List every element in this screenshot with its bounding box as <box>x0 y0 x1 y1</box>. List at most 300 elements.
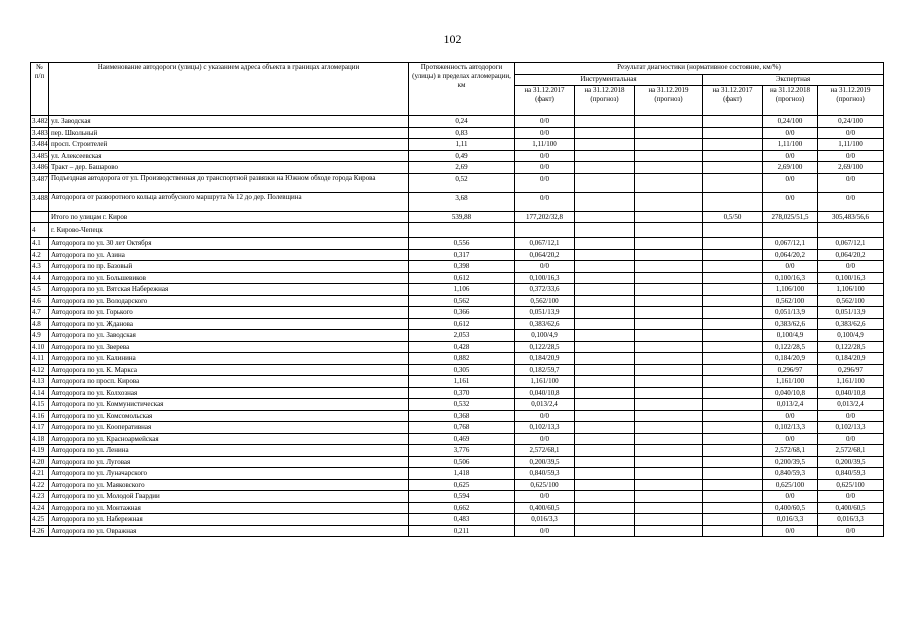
diag-value: 0/0 <box>763 410 818 422</box>
row-number: 4.17 <box>31 422 49 434</box>
diag-value: 0,067/12,1 <box>818 238 884 250</box>
diag-value <box>575 341 635 353</box>
diag-value: 0/0 <box>515 173 575 192</box>
diag-value <box>635 307 703 319</box>
road-name: ул. Заводская <box>49 116 409 128</box>
diag-value: 0,625/100 <box>818 479 884 491</box>
diag-value <box>703 399 763 411</box>
header-col-instr-2017: на 31.12.2017 (факт) <box>515 86 575 116</box>
row-number: 4.8 <box>31 318 49 330</box>
table-row <box>31 150 884 162</box>
diag-value: 0,200/39,5 <box>515 456 575 468</box>
table-row <box>31 387 884 399</box>
diag-value: 2,69/100 <box>763 162 818 174</box>
diag-value: 0,064/20,2 <box>515 249 575 261</box>
diag-value: 0/0 <box>515 525 575 537</box>
table-row <box>31 468 884 480</box>
table-row <box>31 318 884 330</box>
diag-value: 0/0 <box>818 150 884 162</box>
diag-value <box>703 192 763 211</box>
diag-value <box>635 127 703 139</box>
diag-value: 0,102/13,3 <box>818 422 884 434</box>
diag-value: 2,69/100 <box>818 162 884 174</box>
diag-value: 0,102/13,3 <box>515 422 575 434</box>
road-name: просп. Строителей <box>49 139 409 151</box>
diag-value: 0,067/12,1 <box>515 238 575 250</box>
row-number: 4.1 <box>31 238 49 250</box>
diag-value: 0,24/100 <box>763 116 818 128</box>
diag-value <box>575 422 635 434</box>
diag-value <box>703 376 763 388</box>
table-row <box>31 514 884 526</box>
diag-value: 0/0 <box>818 127 884 139</box>
road-length: 0,83 <box>409 127 515 139</box>
diag-value: 0/0 <box>763 433 818 445</box>
diag-value: 0/0 <box>763 192 818 211</box>
row-number: 4.25 <box>31 514 49 526</box>
diag-value: 1,11/100 <box>763 139 818 151</box>
road-length: 0,211 <box>409 525 515 537</box>
diag-value <box>703 150 763 162</box>
row-number: 3.484 <box>32 140 48 148</box>
road-length: 0,305 <box>409 364 515 376</box>
diag-value <box>635 116 703 128</box>
row-number: 4 <box>31 223 49 238</box>
table-row <box>31 238 884 250</box>
table-row <box>31 211 884 223</box>
diag-value: 0/0 <box>763 491 818 503</box>
diag-value <box>575 479 635 491</box>
road-name: Автодорога по ул. Горького <box>49 307 409 319</box>
diag-value: 2,572/68,1 <box>818 445 884 457</box>
road-name: Автодорога по ул. Овражная <box>49 525 409 537</box>
diag-value: 0,184/20,9 <box>515 353 575 365</box>
diag-value <box>635 150 703 162</box>
diag-value <box>703 330 763 342</box>
road-name: Автодорога по ул. Коммунистическая <box>49 399 409 411</box>
row-number: 4.7 <box>31 307 49 319</box>
diag-value <box>635 284 703 296</box>
row-number: 4.16 <box>31 410 49 422</box>
road-length: 0,483 <box>409 514 515 526</box>
row-number: 4.2 <box>31 249 49 261</box>
row-number: 4.14 <box>31 387 49 399</box>
table-row <box>31 272 884 284</box>
diag-value: 1,11/100 <box>818 139 884 151</box>
diag-value: 0,013/2,4 <box>763 399 818 411</box>
diag-value <box>635 387 703 399</box>
diag-value: 0,040/10,8 <box>763 387 818 399</box>
diag-value <box>703 468 763 480</box>
diag-value <box>703 364 763 376</box>
row-number: 3.486 <box>32 163 48 171</box>
diag-value: 1,161/100 <box>763 376 818 388</box>
diag-value: 0,051/13,9 <box>515 307 575 319</box>
diag-value: 0,016/3,3 <box>818 514 884 526</box>
table-row <box>31 399 884 411</box>
diag-value <box>635 139 703 151</box>
diag-value <box>635 330 703 342</box>
diag-value: 1,106/100 <box>763 284 818 296</box>
road-name: Тракт – дер. Башарово <box>49 162 409 174</box>
diag-value <box>575 150 635 162</box>
diag-value: 0,400/60,5 <box>763 502 818 514</box>
table-row <box>31 249 884 261</box>
diag-value: 0,102/13,3 <box>763 422 818 434</box>
road-length: 0,49 <box>409 150 515 162</box>
diag-value <box>703 318 763 330</box>
diag-value <box>575 387 635 399</box>
diag-value: 0/0 <box>515 150 575 162</box>
diag-value: 0,016/3,3 <box>763 514 818 526</box>
diag-value <box>635 502 703 514</box>
diag-value: 2,572/68,1 <box>515 445 575 457</box>
row-number: 4.21 <box>31 468 49 480</box>
diag-value: 0/0 <box>763 261 818 273</box>
road-length: 0,532 <box>409 399 515 411</box>
diag-value <box>703 116 763 128</box>
diag-value: 0,625/100 <box>515 479 575 491</box>
diag-value: 0/0 <box>515 162 575 174</box>
diag-value: 0/0 <box>515 433 575 445</box>
diag-value: 0,100/16,3 <box>818 272 884 284</box>
road-name: Автодорога по ул. Ленина <box>49 445 409 457</box>
row-number: 4.9 <box>31 330 49 342</box>
diag-value <box>703 387 763 399</box>
road-name: Автодорога по пр. Базовый <box>49 261 409 273</box>
row-number <box>31 211 49 223</box>
diag-value <box>635 211 703 223</box>
road-name: Автодорога по ул. К. Маркса <box>49 364 409 376</box>
table-row <box>31 491 884 503</box>
road-length: 3,776 <box>409 445 515 457</box>
row-number: 4.26 <box>31 525 49 537</box>
diag-value <box>635 295 703 307</box>
road-length: 0,366 <box>409 307 515 319</box>
table-row <box>31 376 884 388</box>
road-length: 539,88 <box>409 211 515 223</box>
diag-value: 177,202/32,8 <box>515 211 575 223</box>
diag-value: 0,100/16,3 <box>515 272 575 284</box>
diag-value <box>635 491 703 503</box>
road-name: Автодорога по ул. Колхозная <box>49 387 409 399</box>
diag-value: 0,064/20,2 <box>818 249 884 261</box>
road-name: Автодорога по ул. Азина <box>49 249 409 261</box>
diag-value <box>635 399 703 411</box>
road-name: Автодорога по ул. 30 лет Октября <box>49 238 409 250</box>
row-number: 4.18 <box>31 433 49 445</box>
diag-value <box>635 249 703 261</box>
header-col-instr-2019: на 31.12.2019 (прогноз) <box>635 86 703 116</box>
diag-value: 0,040/10,8 <box>818 387 884 399</box>
road-length: 0,370 <box>409 387 515 399</box>
road-name: Автодорога по ул. Жданова <box>49 318 409 330</box>
table-row <box>31 422 884 434</box>
row-number: 4.3 <box>31 261 49 273</box>
diag-value: 0,840/59,3 <box>515 468 575 480</box>
table-row <box>31 162 884 174</box>
row-number: 4.12 <box>31 364 49 376</box>
diag-value: 1,161/100 <box>515 376 575 388</box>
diag-value: 0,562/100 <box>515 295 575 307</box>
road-name: Автодорога по ул. Зверева <box>49 341 409 353</box>
diag-value: 0/0 <box>818 491 884 503</box>
header-result: Результат диагностики (нормативное состояние, км/%) <box>515 63 884 75</box>
diag-value <box>575 211 635 223</box>
diag-value: 0/0 <box>818 410 884 422</box>
diag-value <box>575 162 635 174</box>
diag-value <box>635 272 703 284</box>
road-name: ул. Алексеевская <box>49 150 409 162</box>
table-row <box>31 295 884 307</box>
road-length: 0,556 <box>409 238 515 250</box>
row-number: 3.487 <box>31 173 49 192</box>
diag-value <box>703 410 763 422</box>
road-name: Автодорога по ул. Молодой Гвардии <box>49 491 409 503</box>
diag-value <box>703 456 763 468</box>
road-length: 0,52 <box>409 173 515 192</box>
diag-value <box>635 364 703 376</box>
diag-value <box>575 284 635 296</box>
diag-value: 0,562/100 <box>763 295 818 307</box>
header-name: Наименование автодороги (улицы) с указанием адреса объекта в границах агломерации <box>49 63 409 116</box>
diag-value <box>575 445 635 457</box>
diag-value: 0,840/59,3 <box>818 468 884 480</box>
table-row <box>31 364 884 376</box>
road-length: 0,24 <box>409 116 515 128</box>
diag-value <box>703 433 763 445</box>
diag-value <box>635 525 703 537</box>
road-name: Автодорога по ул. Маяковского <box>49 479 409 491</box>
diag-value: 0,040/10,8 <box>515 387 575 399</box>
road-length: 0,768 <box>409 422 515 434</box>
diag-value: 0,122/28,5 <box>818 341 884 353</box>
diag-value: 278,025/51,5 <box>763 211 818 223</box>
diag-value <box>703 491 763 503</box>
diag-value: 0/0 <box>763 525 818 537</box>
diag-value: 0/0 <box>763 150 818 162</box>
diag-value <box>703 514 763 526</box>
diag-value <box>575 514 635 526</box>
diag-value <box>575 433 635 445</box>
diag-value <box>575 525 635 537</box>
diag-value <box>635 433 703 445</box>
diag-value <box>575 491 635 503</box>
table-row <box>31 433 884 445</box>
row-number: 4.15 <box>31 399 49 411</box>
table-body <box>31 116 884 537</box>
row-number: 4.22 <box>31 479 49 491</box>
road-length: 0,506 <box>409 456 515 468</box>
table-row <box>31 127 884 139</box>
diag-value: 0,051/13,9 <box>763 307 818 319</box>
diag-value <box>763 223 818 238</box>
road-length: 0,562 <box>409 295 515 307</box>
table-row <box>31 353 884 365</box>
diag-value: 0,383/62,6 <box>515 318 575 330</box>
diag-value <box>635 479 703 491</box>
diag-value <box>575 192 635 211</box>
diag-value: 0,064/20,2 <box>763 249 818 261</box>
diag-value: 0,184/20,9 <box>763 353 818 365</box>
table-row <box>31 173 884 192</box>
table-row <box>31 502 884 514</box>
diag-value <box>635 238 703 250</box>
diag-value: 0/0 <box>515 116 575 128</box>
diag-value: 0,013/2,4 <box>515 399 575 411</box>
road-length: 1,11 <box>409 139 515 151</box>
diag-value: 0,100/4,9 <box>763 330 818 342</box>
diag-value: 0,5/50 <box>703 211 763 223</box>
diag-value <box>575 295 635 307</box>
road-name: пер. Школьный <box>49 127 409 139</box>
diag-value <box>575 410 635 422</box>
diag-value <box>575 223 635 238</box>
diag-value: 0,562/100 <box>818 295 884 307</box>
row-number: 3.485 <box>32 151 48 160</box>
diag-value <box>635 514 703 526</box>
header-instrumental: Инструментальная <box>515 74 703 86</box>
road-length: 1,106 <box>409 284 515 296</box>
header-col-instr-2018: на 31.12.2018 (прогноз) <box>575 86 635 116</box>
diag-value: 0,400/60,5 <box>515 502 575 514</box>
road-name: г. Кирово-Чепецк <box>49 223 409 238</box>
row-number: 4.6 <box>31 295 49 307</box>
diag-value: 0,182/59,7 <box>515 364 575 376</box>
road-length: 0,317 <box>409 249 515 261</box>
diag-value: 0/0 <box>515 491 575 503</box>
road-length: 0,428 <box>409 341 515 353</box>
row-number: 3.488 <box>31 192 49 211</box>
road-length: 2,053 <box>409 330 515 342</box>
header-col-expert-2018: на 31.12.2018 (прогноз) <box>763 86 818 116</box>
road-name: Автодорога по ул. Монтажная <box>49 502 409 514</box>
diag-value <box>515 223 575 238</box>
diag-value <box>575 173 635 192</box>
road-name: Автодорога от разворотного кольца автобусного маршрута № 12 до дер. Полевщина <box>49 192 409 211</box>
road-diagnostics-table <box>30 62 884 537</box>
table-row <box>31 116 884 128</box>
diag-value <box>635 192 703 211</box>
diag-value: 0,372/33,6 <box>515 284 575 296</box>
table-row <box>31 261 884 273</box>
diag-value <box>575 127 635 139</box>
diag-value <box>635 422 703 434</box>
diag-value <box>575 353 635 365</box>
diag-value: 0,383/62,6 <box>763 318 818 330</box>
diag-value <box>575 261 635 273</box>
diag-value <box>703 127 763 139</box>
diag-value <box>575 468 635 480</box>
table-row <box>31 192 884 211</box>
diag-value <box>575 456 635 468</box>
diag-value <box>575 249 635 261</box>
diag-value <box>575 307 635 319</box>
diag-value <box>703 249 763 261</box>
road-name: Автодорога по ул. Калинина <box>49 353 409 365</box>
road-name: Автодорога по ул. Большевиков <box>49 272 409 284</box>
diag-value: 0,100/4,9 <box>515 330 575 342</box>
diag-value <box>635 353 703 365</box>
road-length: 0,398 <box>409 261 515 273</box>
road-length: 0,469 <box>409 433 515 445</box>
diag-value <box>575 116 635 128</box>
row-number: 3.482 <box>32 117 48 125</box>
header-num: № п/п <box>31 63 49 116</box>
row-number: 4.11 <box>31 353 49 365</box>
diag-value: 1,11/100 <box>515 139 575 151</box>
road-name: Автодорога по ул. Кооперативная <box>49 422 409 434</box>
diag-value: 0/0 <box>818 261 884 273</box>
diag-value <box>703 295 763 307</box>
diag-value <box>575 376 635 388</box>
road-name: Автодорога по ул. Луговая <box>49 456 409 468</box>
diag-value <box>703 353 763 365</box>
road-name: Автодорога по ул. Комсомольская <box>49 410 409 422</box>
diag-value <box>703 525 763 537</box>
diag-value <box>635 261 703 273</box>
diag-value <box>635 173 703 192</box>
diag-value: 0/0 <box>818 433 884 445</box>
road-name: Автодорога по ул. Володарского <box>49 295 409 307</box>
diag-value: 0,067/12,1 <box>763 238 818 250</box>
road-length: 1,161 <box>409 376 515 388</box>
diag-value: 0/0 <box>515 261 575 273</box>
diag-value: 2,572/68,1 <box>763 445 818 457</box>
diag-value: 0,296/97 <box>763 364 818 376</box>
diag-value: 1,106/100 <box>818 284 884 296</box>
diag-value <box>703 479 763 491</box>
diag-value: 0,100/16,3 <box>763 272 818 284</box>
diag-value <box>703 445 763 457</box>
diag-value: 0,122/28,5 <box>763 341 818 353</box>
diag-value: 0/0 <box>763 127 818 139</box>
diag-value <box>635 456 703 468</box>
diag-value: 1,161/100 <box>818 376 884 388</box>
diag-value: 0,200/39,5 <box>763 456 818 468</box>
road-length: 0,594 <box>409 491 515 503</box>
diag-value <box>635 410 703 422</box>
diag-value <box>703 422 763 434</box>
diag-value <box>703 284 763 296</box>
diag-value <box>703 139 763 151</box>
road-length: 3,68 <box>409 192 515 211</box>
diag-value: 0/0 <box>515 127 575 139</box>
diag-value <box>703 502 763 514</box>
diag-value <box>635 318 703 330</box>
diag-value: 0/0 <box>763 173 818 192</box>
diag-value <box>635 445 703 457</box>
diag-value <box>635 162 703 174</box>
road-name: Автодорога по ул. Заводская <box>49 330 409 342</box>
diag-value: 0,184/20,9 <box>818 353 884 365</box>
diag-value <box>575 272 635 284</box>
table-row <box>31 284 884 296</box>
row-number: 4.23 <box>31 491 49 503</box>
diag-value <box>818 223 884 238</box>
table-row <box>31 410 884 422</box>
diag-value <box>635 376 703 388</box>
page-number: 102 <box>443 32 462 46</box>
diag-value <box>703 307 763 319</box>
road-name: Автодорога по просп. Кирова <box>49 376 409 388</box>
diag-value: 0,100/4,9 <box>818 330 884 342</box>
row-number: 3.483 <box>32 128 48 137</box>
road-name: Автодорога по ул. Луначарского <box>49 468 409 480</box>
diag-value: 305,483/56,6 <box>818 211 884 223</box>
header-length: Протяженность автодороги (улицы) в пределах агломерации, км <box>409 63 515 116</box>
road-length: 0,882 <box>409 353 515 365</box>
